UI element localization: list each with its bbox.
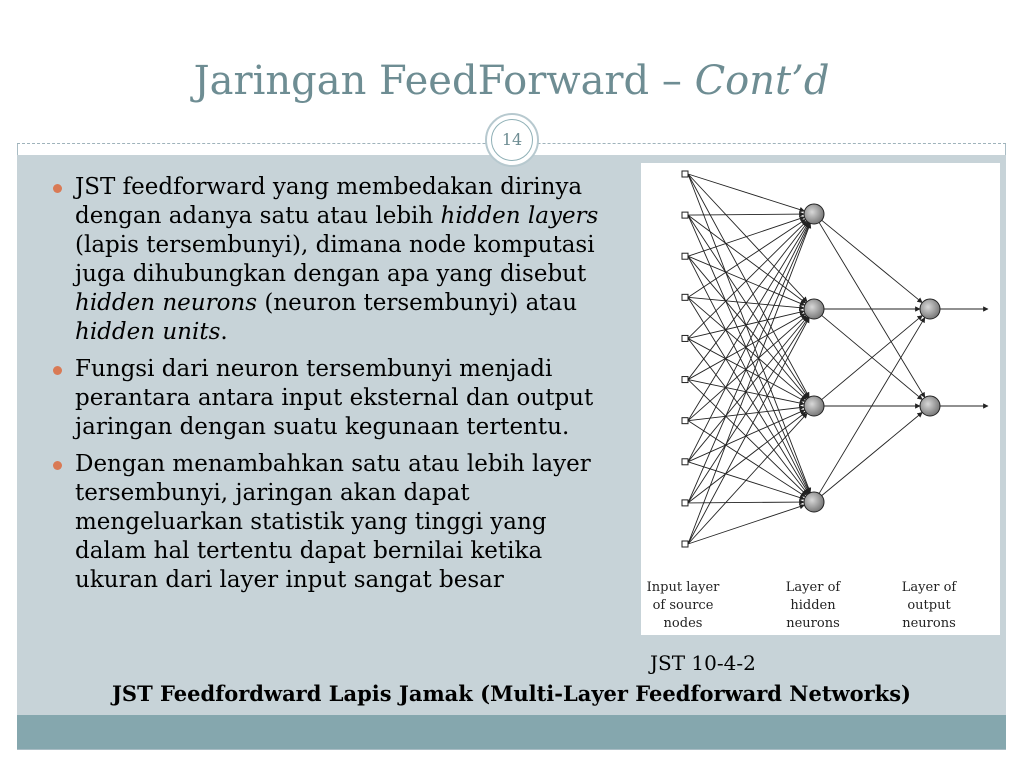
bullet-italic-term: hidden neurons xyxy=(75,290,258,316)
label-output-line-1: Layer of xyxy=(901,580,957,595)
input-hidden-connection xyxy=(688,219,806,297)
bullet-text: . xyxy=(220,319,228,345)
label-output-layer xyxy=(887,579,971,633)
output-neuron xyxy=(920,396,940,416)
input-hidden-connection xyxy=(688,214,804,215)
figure-caption: JST Feedfordward Lapis Jamak (Multi-Layer Feedforward Networks) xyxy=(112,681,911,706)
bullet-italic-term: hidden units xyxy=(75,319,221,345)
input-hidden-connection xyxy=(688,223,809,462)
label-input-line-1: Input layer xyxy=(646,580,720,595)
label-input-line-2: of source xyxy=(652,598,714,613)
slide-title-main: Jaringan FeedForward – xyxy=(193,58,695,104)
input-hidden-connection xyxy=(688,317,808,503)
hidden-neuron xyxy=(804,299,824,319)
bottom-bar xyxy=(17,715,1006,749)
input-hidden-connection xyxy=(688,217,804,256)
label-input-layer xyxy=(641,579,725,633)
hidden-output-connection xyxy=(819,223,925,398)
hidden-output-connection xyxy=(819,318,925,494)
input-hidden-connection xyxy=(688,174,810,493)
input-hidden-connection xyxy=(688,412,806,503)
input-source-node xyxy=(682,541,688,547)
bullet-item xyxy=(45,355,625,442)
hidden-output-connection xyxy=(822,220,923,302)
bullet-text: (lapis tersembunyi), dimana node komputasi juga dihubungkan dengan apa yang disebut xyxy=(75,232,595,287)
label-hidden-layer xyxy=(771,579,855,633)
label-output-line-3: neurons xyxy=(902,616,956,631)
hidden-neuron xyxy=(804,492,824,512)
label-output-line-2: output xyxy=(907,598,951,613)
bullet-text: Fungsi dari neuron tersembunyi menjadi perantara antara input eksternal dan output jaringan dengan suatu kegunaan tertentu. xyxy=(75,356,594,440)
input-hidden-connection xyxy=(688,223,810,503)
bullet-text: (neuron tersembunyi) atau xyxy=(257,290,578,316)
hidden-output-connection xyxy=(822,412,923,495)
page-number: 14 xyxy=(491,119,533,161)
label-hidden-line-1: Layer of xyxy=(785,580,841,595)
input-hidden-connection xyxy=(688,502,804,503)
input-hidden-connection xyxy=(688,222,808,380)
bullet-italic-term: hidden layers xyxy=(440,203,599,229)
bullet-text: Dengan menambahkan satu atau lebih layer tersembunyi, jaringan akan dapat mengeluarkan statistik yang tinggi yang dalam hal tertentu dapat bernilai ketika ukuran dari layer input sangat besar xyxy=(75,451,591,593)
output-neuron xyxy=(920,299,940,319)
hidden-neuron xyxy=(804,204,824,224)
input-source-node xyxy=(682,253,688,259)
bullet-dot xyxy=(53,461,62,470)
slide-title xyxy=(17,57,1006,105)
input-hidden-connection xyxy=(688,421,806,497)
input-source-node xyxy=(682,500,688,506)
input-hidden-connection xyxy=(688,297,809,493)
label-input-line-3: nodes xyxy=(663,616,703,631)
label-hidden-line-3: neurons xyxy=(786,616,840,631)
input-hidden-connection xyxy=(688,317,808,462)
network-figure xyxy=(641,163,1000,635)
bullet-dot xyxy=(53,366,62,375)
network-diagram xyxy=(641,163,1000,635)
input-source-node xyxy=(682,294,688,300)
slide-title-tail: Cont’d xyxy=(694,58,830,104)
bullet-item xyxy=(45,173,625,347)
input-source-node xyxy=(682,335,688,341)
input-source-node xyxy=(682,171,688,177)
network-size-caption: JST 10-4-2 xyxy=(650,651,756,675)
input-source-node xyxy=(682,377,688,383)
input-source-node xyxy=(682,212,688,218)
page-number-badge xyxy=(485,113,539,167)
bullet-item xyxy=(45,450,625,595)
input-source-node xyxy=(682,418,688,424)
bullet-list xyxy=(45,173,625,603)
label-hidden-line-2: hidden xyxy=(790,598,836,613)
bullet-dot xyxy=(53,184,62,193)
input-source-node xyxy=(682,459,688,465)
bullet-text: JST feedforward yang membedakan dirinya dengan adanya satu atau lebih xyxy=(75,174,583,229)
hidden-neuron xyxy=(804,396,824,416)
